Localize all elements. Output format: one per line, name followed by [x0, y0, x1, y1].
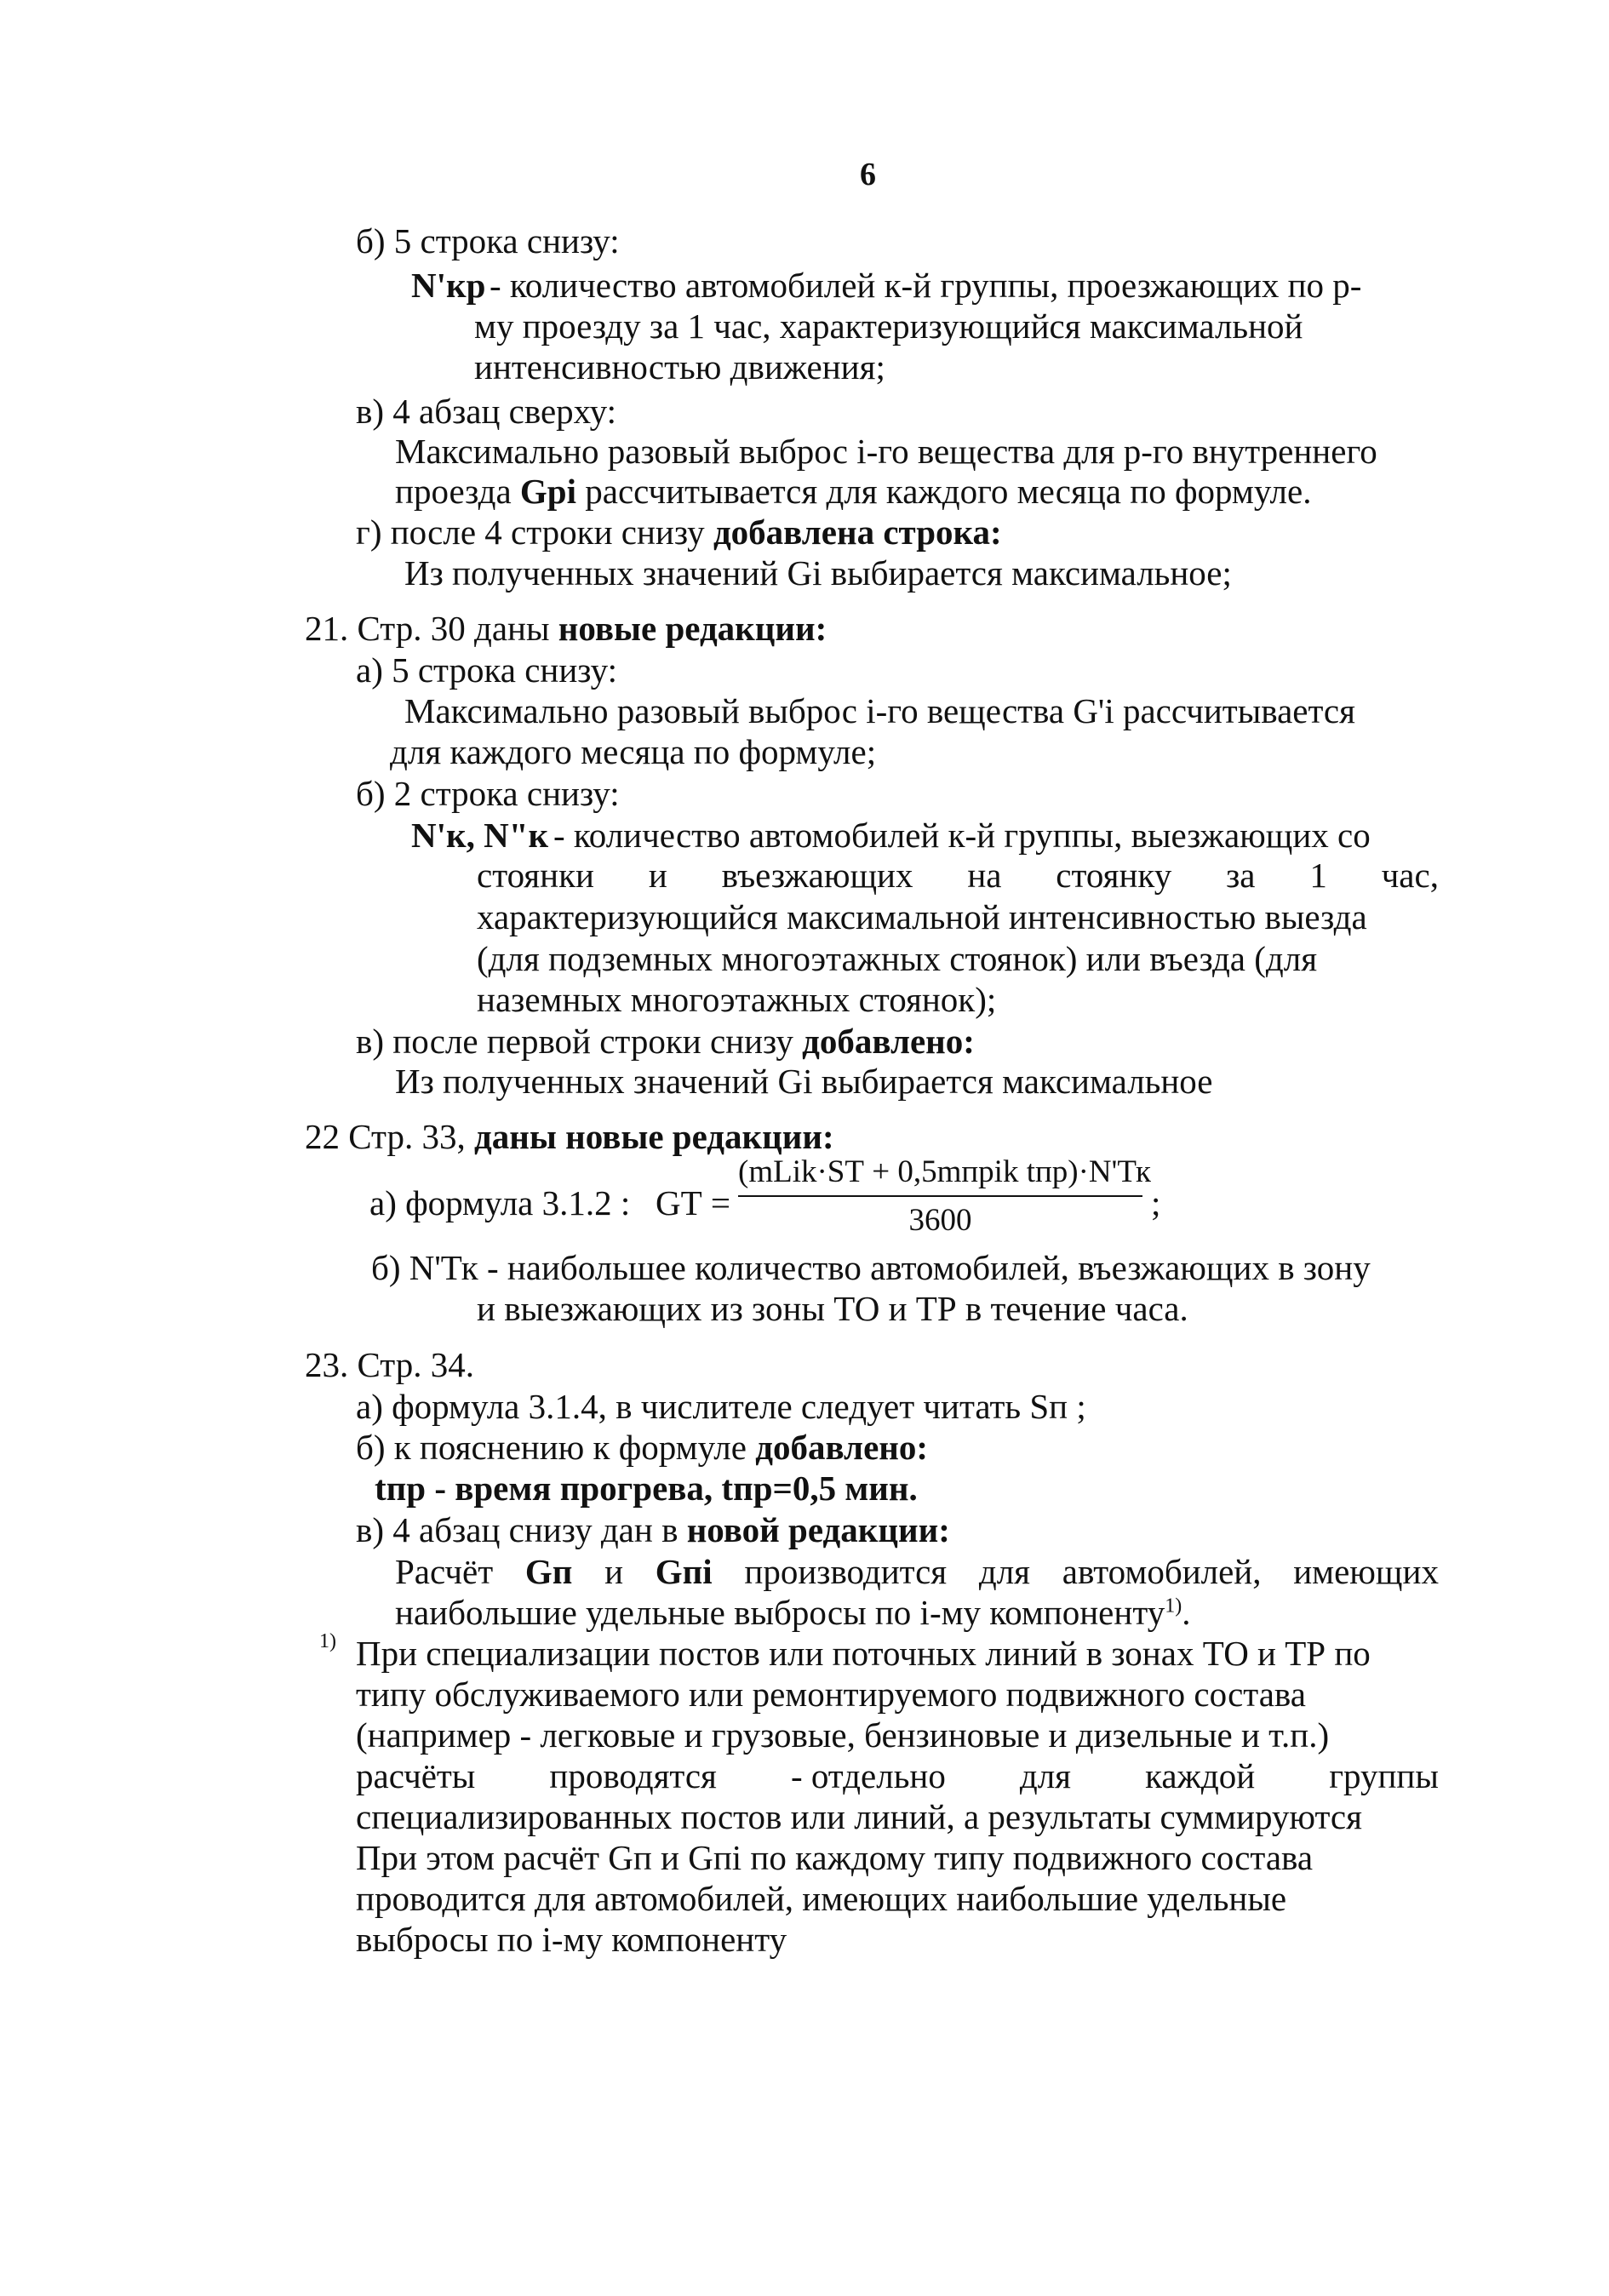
item21-b-line2-word: 1	[1309, 856, 1327, 895]
formula-end: ;	[1151, 1183, 1161, 1222]
item23-b-heading-bold: добавлено:	[755, 1428, 929, 1467]
footnote-line2: типу обслуживаемого или ремонтируемого подвижного состава	[356, 1675, 1306, 1714]
item20-g-heading-start: г) после 4 строки снизу	[356, 512, 705, 552]
item22-heading-start: 22 Стр. 33,	[305, 1117, 466, 1156]
item23-v-line1-word: Расчёт	[395, 1552, 494, 1591]
footnote-line1: При специализации постов или поточных линий в зонах ТО и ТР по	[356, 1634, 1371, 1673]
item21-heading	[305, 611, 827, 646]
item20-v-symbol: Gрi	[519, 472, 576, 511]
item20-v-line1: Максимально разовый выброс i-го вещества для р-го внутреннего	[395, 432, 1377, 471]
item21-b-line2-word: въезжающих	[721, 856, 913, 895]
item21-b-line3: характеризующийся максимальной интенсивностью выезда	[477, 897, 1367, 936]
footnote-line4-word: расчёты	[356, 1756, 476, 1795]
item23-v-line1-word: для	[978, 1552, 1031, 1591]
item21-b-line2	[477, 858, 1439, 893]
footnote-line8: выбросы по i-му компоненту	[356, 1920, 787, 1959]
item23-v-line1-word: автомобилей,	[1062, 1552, 1262, 1591]
item20-v-line2-start: проезда	[395, 472, 512, 511]
item23-b-heading-start: б) к пояснению к формуле	[356, 1428, 747, 1467]
item23-b-line1: tпр - время прогрева, tпр=0,5 мин.	[375, 1469, 918, 1508]
item23-v-line1-word: и	[604, 1552, 624, 1591]
item20-b-symbol: N'кр	[411, 266, 486, 305]
item20-v-line2-end: рассчитывается для каждого месяца по формуле.	[585, 472, 1312, 511]
item23-v-line2-end: .	[1182, 1593, 1191, 1632]
item21-b-line5: наземных многоэтажных стоянок);	[477, 980, 997, 1019]
item21-b-line2-word: за	[1226, 856, 1256, 895]
item23-v-heading	[356, 1510, 950, 1549]
item21-b-line2-word: и	[648, 856, 667, 895]
item20-g-heading-bold: добавлена строка:	[713, 512, 1002, 552]
item22-heading	[305, 1119, 834, 1154]
item21-a-line1: Максимально разовый выброс i-го вещества G'i рассчитывается	[404, 691, 1355, 730]
item21-b-line2-word: на	[967, 856, 1002, 895]
item20-b-line1: - количество автомобилей к-й группы, проезжающих по р-	[490, 266, 1362, 305]
item21-heading-start: 21. Стр. 30 даны	[305, 609, 550, 648]
formula-label: а) формула 3.1.2 :	[369, 1183, 631, 1222]
item23-b-heading	[356, 1430, 928, 1465]
item23-v-line1-word: производится	[744, 1552, 948, 1591]
footnote-line3: (например - легковые и грузовые, бензиновые и дизельные и т.п.)	[356, 1715, 1330, 1755]
item22-heading-bold: даны новые редакции:	[473, 1117, 834, 1156]
page-number: 6	[860, 157, 876, 192]
item23-v-line2	[395, 1595, 1190, 1630]
item23-v-line1	[395, 1552, 1439, 1591]
item21-b-symbol: N'к, N"к	[411, 816, 549, 855]
footnote-line4-word: каждой	[1145, 1756, 1256, 1795]
footnote-line4-word: группы	[1329, 1756, 1439, 1795]
item20-g-heading	[356, 512, 1002, 552]
item23-v-line1-word: Gп	[524, 1552, 573, 1591]
item23-v-line2-text: наибольшие удельные выбросы по i-му компоненту	[395, 1593, 1165, 1632]
item21-b-line1: - количество автомобилей к-й группы, выезжающих со	[553, 816, 1371, 855]
formula-3-1-2	[369, 1154, 1221, 1247]
item21-b-line4: (для подземных многоэтажных стоянок) или въезда (для	[477, 939, 1318, 978]
item23-heading: 23. Стр. 34.	[305, 1345, 474, 1384]
item21-v-heading-start: в) после первой строки снизу	[356, 1022, 793, 1061]
footnote-line7: проводится для автомобилей, имеющих наибольшие удельные	[356, 1879, 1287, 1918]
item23-a-line1: а) формула 3.1.4, в числителе следует читать Sп ;	[356, 1387, 1086, 1426]
item23-v-line1-word: Gпi	[655, 1552, 713, 1591]
item20-b-line2: му проезду за 1 час, характеризующийся максимальной	[474, 306, 1303, 346]
item20-v-heading: в) 4 абзац сверху:	[356, 392, 616, 431]
footnote-line5: специализированных постов или линий, а результаты суммируются	[356, 1797, 1362, 1836]
item21-b-line2-word: стоянку	[1056, 856, 1172, 895]
formula-denominator: 3600	[908, 1203, 972, 1238]
item22-b-line2: и выезжающих из зоны ТО и ТР в течение часа.	[477, 1289, 1188, 1328]
item21-b-line2-word: час,	[1381, 856, 1439, 895]
item21-v-heading	[356, 1024, 975, 1059]
item20-b-heading: б) 5 строка снизу:	[356, 221, 620, 261]
item23-v-line1-word: имеющих	[1293, 1552, 1439, 1591]
footnote-mark: 1)	[319, 1630, 336, 1652]
item20-v-line2	[395, 474, 1311, 509]
item20-g-line1: Из полученных значений Gi выбирается максимальное;	[404, 553, 1232, 593]
item20-b-line3: интенсивностью движения;	[474, 347, 885, 386]
footnote-line4-word: - отдельно	[790, 1756, 946, 1795]
item21-b-heading: б) 2 строка снизу:	[356, 774, 620, 813]
item23-v-heading-bold: новой редакции:	[686, 1510, 950, 1549]
formula-numerator: (mLik·SТ + 0,5mпрik tпр)·N'Тк	[738, 1154, 1142, 1197]
item21-a-heading: а) 5 строка снизу:	[356, 650, 617, 690]
footnote-reference: 1)	[1165, 1595, 1182, 1618]
item21-v-heading-bold: добавлено:	[802, 1022, 975, 1061]
item21-heading-bold: новые редакции:	[558, 609, 827, 648]
footnote-line4-word: проводятся	[549, 1756, 717, 1795]
item21-b-line2-word: стоянки	[477, 856, 594, 895]
footnote-line6: При этом расчёт Gп и Gпi по каждому типу подвижного состава	[356, 1838, 1314, 1877]
footnote-line4	[356, 1756, 1439, 1795]
formula-lhs: GТ =	[656, 1183, 731, 1222]
item22-b-line1: б) N'Тк - наибольшее количество автомобилей, въезжающих в зону	[371, 1248, 1371, 1287]
item21-a-line2: для каждого месяца по формуле;	[390, 732, 877, 771]
item21-v-line1: Из полученных значений Gi выбирается максимальное	[395, 1062, 1213, 1101]
item23-v-heading-start: в) 4 абзац снизу дан в	[356, 1510, 679, 1549]
formula-fraction	[738, 1154, 1151, 1239]
footnote-line4-word: для	[1019, 1756, 1072, 1795]
